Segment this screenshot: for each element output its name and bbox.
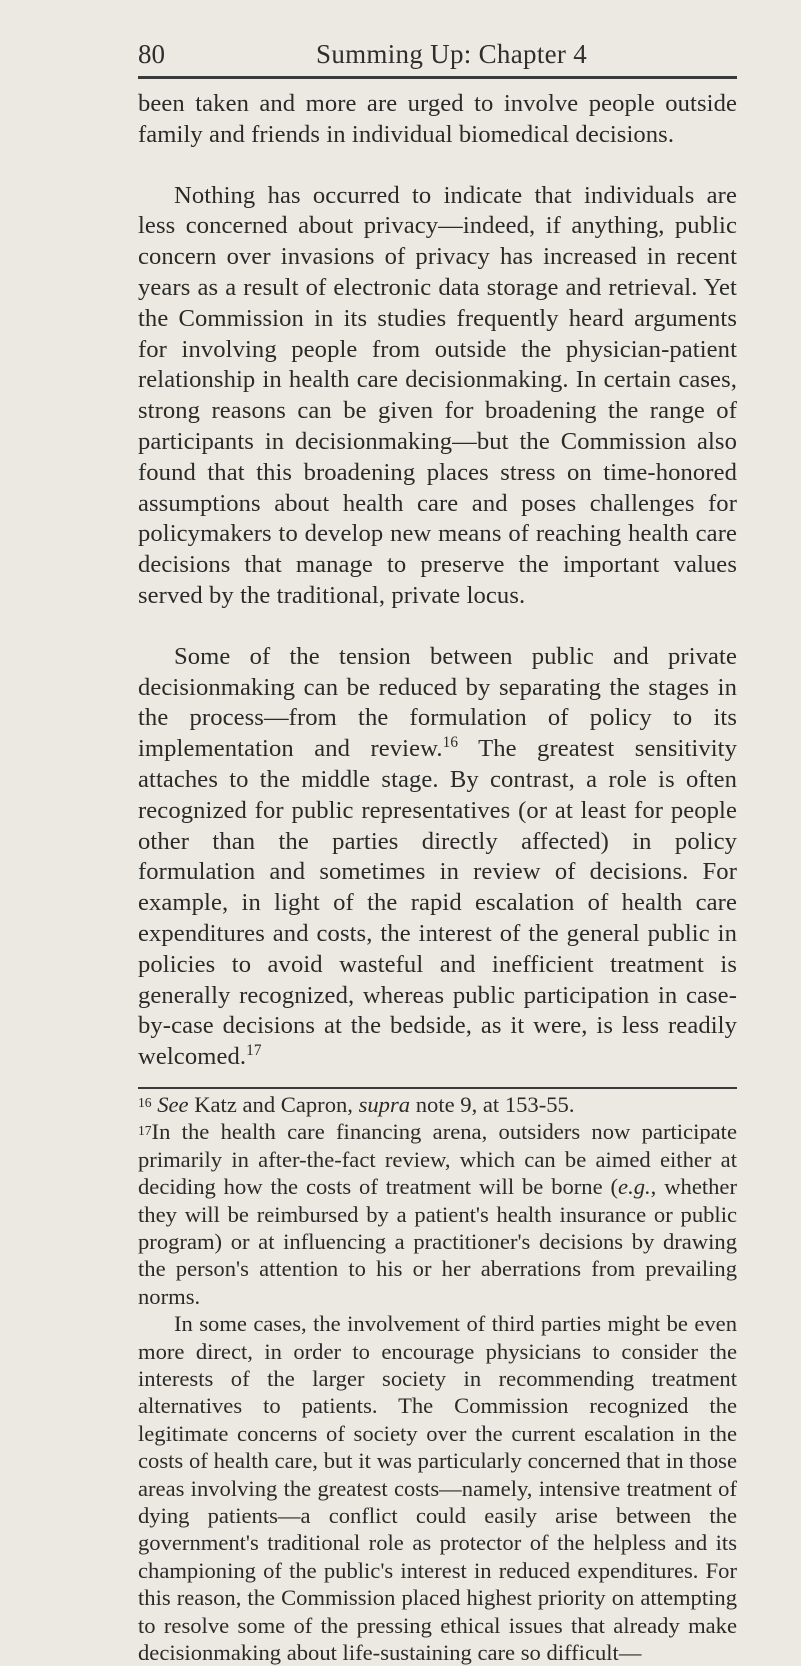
footnote-16 xyxy=(138,1091,737,1118)
footnote-16-supra: supra xyxy=(358,1091,411,1117)
body-text xyxy=(138,89,737,1073)
paragraph-tension-part-a: Some of the tension between public and private decisionmaking can be reduced by separating the stages in the process—from the formulation of policy to its implementation and review. xyxy=(138,642,737,763)
header-rule xyxy=(138,76,737,79)
footnote-rule xyxy=(138,1087,737,1089)
footnote-17-continued: In some cases, the involvement of third parties might be even more direct, in order to encourage physicians to consider the interests of the larger society in recommending treatment alternatives to patients. The Commission recognized the legitimate concerns of society over the current escalation in the costs of health care, but it was particularly concerned that in those areas involving the greatest costs—namely, intensive treatment of dying patients—a conflict could easily arise between the government's traditional role as protector of the helpless and its championing of the public's interest in reduced expenditures. For this reason, the Commission placed highest priority on attempting to resolve some of the pressing ethical issues that already make decisionmaking about life-sustaining care so difficult— xyxy=(138,1311,737,1666)
footnote-16-number: 16 xyxy=(138,1095,152,1111)
running-head xyxy=(138,38,737,72)
footnote-16-see: See xyxy=(157,1091,189,1117)
paragraph-privacy: Nothing has occurred to indicate that individuals are less concerned about privacy—indeed, if anything, public concern over invasions of privacy has increased in recent years as a result of electronic data storage and retrieval. Yet the Commission in its studies frequently heard arguments for involving people from outside the physician-patient relationship in health care decisionmaking. In certain cases, strong reasons can be given for broadening the range of participants in decisionmaking—but the Commission also found that this broadening places stress on time-honored assumptions about health care and poses challenges for policymakers to develop new means of reaching health care decisions that manage to preserve the important values served by the traditional, private locus. xyxy=(138,181,737,609)
footnote-17-number: 17 xyxy=(138,1122,152,1138)
footnote-17 xyxy=(138,1118,737,1310)
chapter-title: Summing Up: Chapter 4 xyxy=(316,39,588,69)
footnote-ref-16[interactable]: 16 xyxy=(442,733,459,751)
paragraph-tension-part-b: The greatest sensitivity attaches to the middle stage. By contrast, a role is often recognized for public representatives (or at least for people other than the parties directly affected) in policy formulation and sometimes in review of decisions. For example, in light of the rapid escalation of health care expenditures and costs, the interest of the general public in policies to avoid wasteful and inefficient treatment is generally recognized, whereas public participation in case-by-case decisions at the bedside, as it were, is less readily welcomed. xyxy=(138,735,737,1071)
paragraph-tension xyxy=(138,642,737,1073)
footnote-ref-17[interactable]: 17 xyxy=(246,1041,262,1059)
footnote-16-text-b: note 9, at 153-55. xyxy=(410,1091,575,1117)
paragraph-continued: been taken and more are urged to involve people outside family and friends in individual biomedical decisions. xyxy=(138,90,737,148)
footnote-17-eg: e.g. xyxy=(618,1174,651,1200)
footnote-17-text-b: , whether they will be reimbursed by a patient's health insurance or public program) or at influencing a practitioner's decisions by drawing the person's attention to his or her aberrations from prevailing norms. xyxy=(138,1174,737,1309)
footnotes xyxy=(138,1091,737,1666)
page-number: 80 xyxy=(138,39,165,69)
footnote-17-text-a: In the health care financing arena, outsiders now participate primarily in after-the-fact review, which can be aimed either at deciding how the costs of treatment will be borne ( xyxy=(138,1119,737,1200)
footnote-16-text-a: Katz and Capron, xyxy=(188,1091,359,1117)
